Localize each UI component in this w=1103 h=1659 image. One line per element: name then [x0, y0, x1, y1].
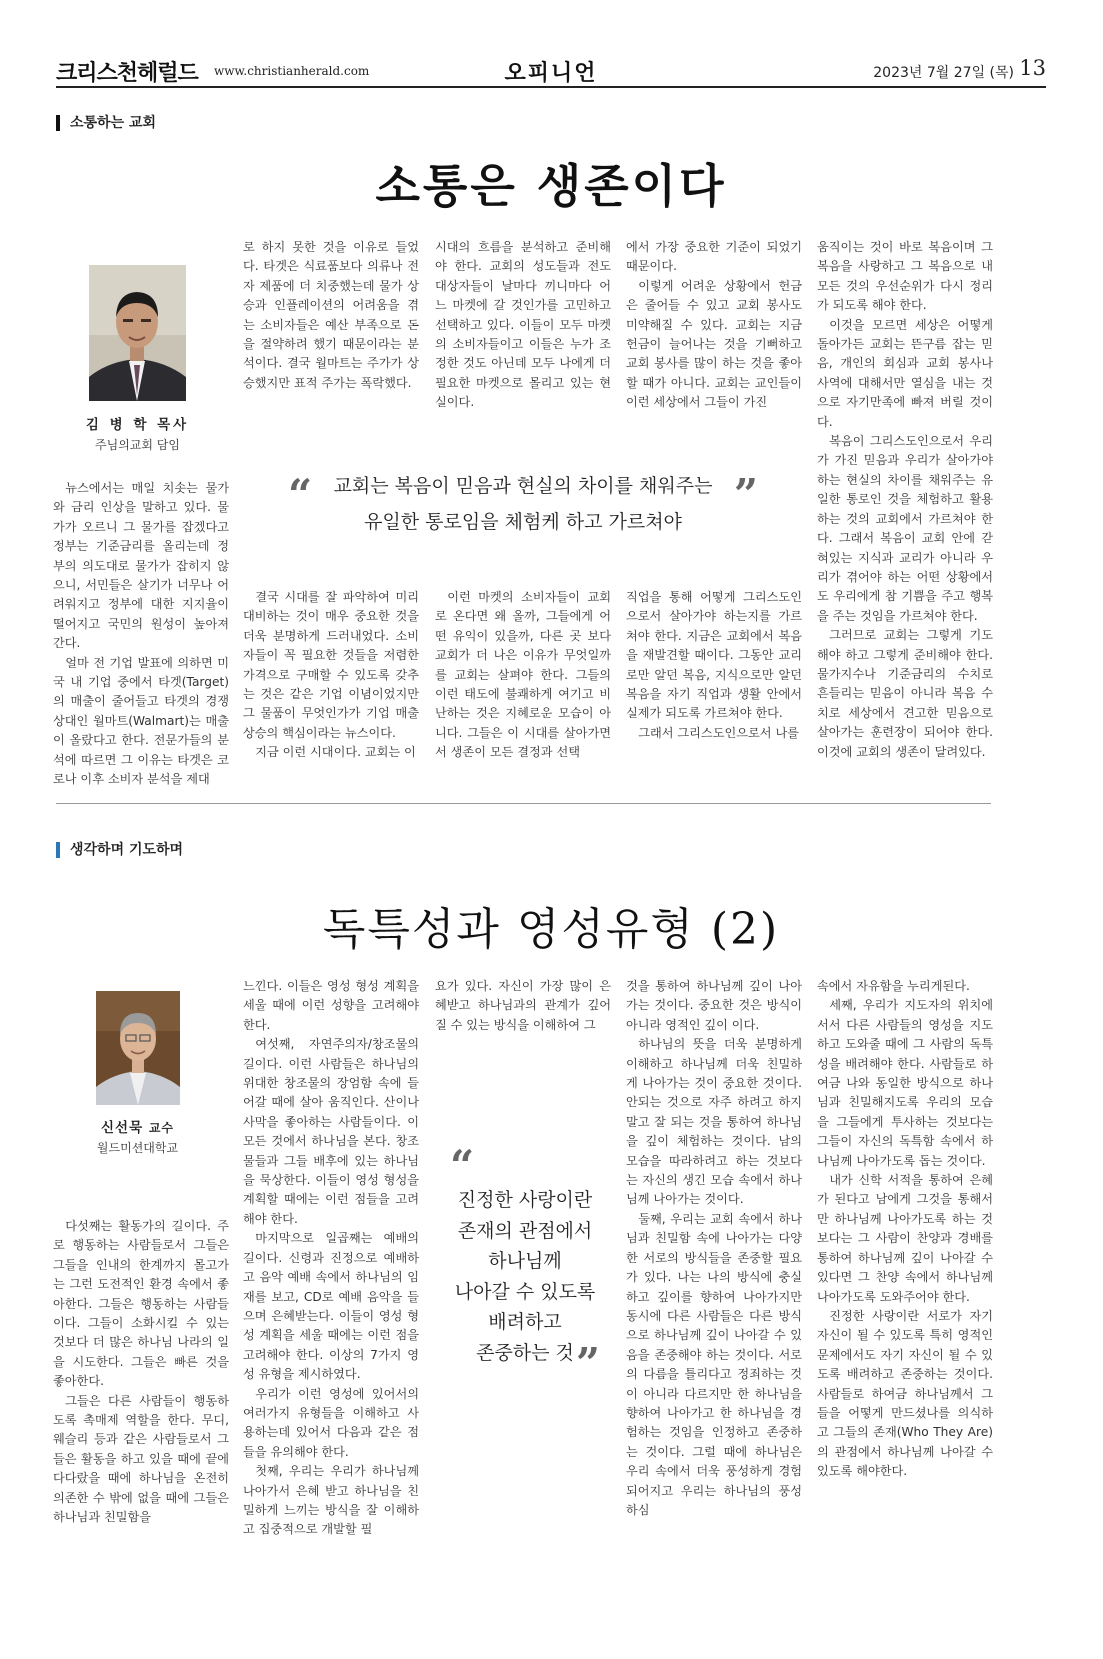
article2-column-5	[817, 977, 993, 1482]
paragraph: 것을 통하여 하나님께 깊이 나아가는 것이다. 중요한 것은 방식이 아니라 영적인 깊이 이다.	[626, 979, 802, 1032]
pullquote-line: 교회는 복음이 믿음과 현실의 차이를 채워주는	[333, 475, 713, 497]
paragraph: 속에서 자유함을 누리게된다.	[817, 979, 970, 993]
open-quote-icon: “	[288, 470, 313, 519]
newspaper-logo[interactable]: 크리스천헤럴드	[56, 61, 198, 86]
paragraph: 이렇게 어려운 상황에서 헌금은 줄어들 수 있고 교회 봉사도 미약해질 수 있다. 교회는 지금 헌금이 늘어나는 것을 기뻐하고 교회 봉사를 많이 하는 것을 좋아할 때가 아니다. 교회는 교인들이 이런 세상에서 그들이 가진	[626, 278, 802, 410]
pullquote-line: 나아갈 수 있도록	[454, 1280, 596, 1303]
article1-column-2-top	[243, 238, 419, 393]
paragraph: 요가 있다. 자신이 가장 많이 은혜받고 하나님과의 관계가 깊어질 수 있는 방식을 이해하여 그	[435, 979, 611, 1032]
article1-column-5	[817, 238, 993, 762]
pullquote-line: 존중하는 것	[476, 1341, 574, 1364]
article1-headline: 소통은 생존이다	[375, 159, 727, 213]
section-divider	[56, 803, 991, 804]
article2-column-3	[435, 977, 611, 1035]
article2-column-1	[53, 1217, 229, 1528]
paragraph: 지금 이런 시대이다. 교회는 이	[255, 745, 416, 760]
author2-photo	[96, 991, 180, 1105]
article1-column-1	[53, 479, 229, 790]
author2-name	[60, 1116, 215, 1136]
article1-column-3-bottom	[435, 588, 611, 763]
close-quote-icon: ”	[733, 470, 758, 519]
article1-column-3-top	[435, 238, 611, 413]
paragraph: 첫째, 우리는 우리가 하나님께 나아가서 은혜 받고 하나님을 친밀하게 느끼는 방식을 잘 이해하고 집중적으로 개발할 필	[243, 1464, 419, 1537]
author2-name-text: 신선묵	[100, 1120, 144, 1136]
pullquote-line: 진정한 사랑이란	[457, 1189, 593, 1211]
close-quote-icon: ”	[575, 1339, 600, 1388]
paragraph: 시대의 흐름을 분석하고 준비해야 한다. 교회의 성도들과 전도 대상자들이 날마다 끼니마다 어느 마켓에 갈 것인가를 고민하고 선택하고 있다. 이들이 모두 마켓의 소비자들이고 이들은 누가 조정한 것도 아닌데 모두 나에게 더 필요한 마켓으로 몰리고 있는 현실이다.	[435, 240, 611, 410]
paragraph: 이것을 모르면 세상은 어떻게 돌아가든 교회는 뜬구름 잡는 믿음, 개인의 회심과 교회 봉사나 사역에 대해서만 열심을 내는 것으로 자기만족에 빠져 버릴 것이다.	[817, 317, 993, 429]
author2-role: 월드미션대학교	[96, 1141, 179, 1155]
paragraph: 뉴스에서는 매일 치솟는 물가와 금리 인상을 말하고 있다. 물가가 오르니 그 물가를 잡겠다고 정부는 기준금리를 올리는데 정부의 의도대로 물가가 잡히지 않으니, 서민들은 살기가 너무나 어려워지고 정부에 대한 지지율이 떨어지고 국민의 원성이 높아져 간다.	[53, 481, 229, 651]
article2-column-4	[626, 977, 802, 1520]
paragraph: 둘째, 우리는 교회 속에서 하나님과 친밀함 속에 나아가는 다양한 서로의 방식들을 존중할 필요가 있다. 나는 나의 방식에 충실하고 깊이를 향하여 나아가지만 동시에 다른 사람들은 다른 방식으로 하나님께 깊이 나아갈 수 있음을 존중해야 하는 것이다. 서로의 다름을 틀리다고 정죄하는 것이 아니라 다르지만 한 하나님을 향하여 나아가고 한 하나님을 경험하는 것임을 인정하고 존중하는 것이다. 그럴 때에 하나님은 우리 속에서 더욱 풍성하게 경험 되어지고 우리는 하나님의 풍성하심	[626, 1211, 802, 1517]
page-number: 13	[1019, 56, 1046, 80]
article1-column-4-bottom	[626, 588, 802, 743]
paragraph: 그들은 다른 사람들이 행동하도록 촉매제 역할을 한다. 무디, 웨슬리 등과 같은 사람들로서 그들은 활동을 하고 있을 때에 끝에 다다랐을 때에 하나님을 온전히 의존한 수 밖에 없을 때에 그들은 하나님과 친밀함을	[53, 1393, 229, 1525]
article2-headline: 독특성과 영성유형 (2)	[322, 904, 780, 955]
paragraph: 세째, 우리가 지도자의 위치에 서서 다른 사람들의 영성을 지도하고 도와줄 때에 그 사람의 독특성을 배려해야 한다. 사람들로 하여금 나와 동일한 방식으로 하나님과 친밀해지도록 우리의 모습을 그들에게 투사하는 것보다는 그들이 자신의 독특함 속에서 하나님께 나아가도록 돕는 것이다.	[817, 998, 993, 1168]
author1-name: 김 병 학 목사	[85, 417, 190, 433]
author1-photo	[89, 265, 186, 401]
pullquote-line: 존재의 관점에서	[457, 1219, 593, 1242]
paragraph: 이런 마켓의 소비자들이 교회로 온다면 왜 올까, 그들에게 어떤 유익이 있을까, 다른 곳 보다 교회가 더 나은 이유가 무엇일까를 교회는 살펴야 한다. 그들의 이런 태도에 불쾌하게 여기고 비난하는 것은 지혜로운 모습이 아니다. 그들은 이 시대를 살아가면서 생존이 모든 결정과 선택	[435, 590, 611, 760]
masthead	[56, 52, 1046, 88]
article1-pullquote	[288, 468, 758, 540]
paragraph: 느낀다. 이들은 영성 형성 계획을 세울 때에 이런 성향을 고려해야한다.	[243, 979, 419, 1032]
pullquote-line: 유일한 통로임을 체험케 하고 가르쳐야	[364, 511, 682, 533]
paragraph: 직업을 통해 어떻게 그리스도인으로서 살아가야 하는지를 가르쳐야 한다. 지금은 교회에서 복음을 재발견할 때이다. 그동안 교리로만 알던 복음, 지식으로만 알던 복음을 자기 직업과 생활 안에서 실제가 되도록 가르쳐야 한다.	[626, 590, 802, 721]
paragraph: 얼마 전 기업 발표에 의하면 미국 내 기업 중에서 타겟(Target)의 매출이 줄어들고 타겟의 경쟁상대인 월마트(Walmart)는 매출이 올랐다고 한다. 전문가들의 분석에 따르면 그 이유는 타겟은 코로나 이후 소비자 분석을 제대	[53, 655, 229, 787]
open-quote-icon: “	[450, 1141, 475, 1190]
paragraph: 로 하지 못한 것을 이유로 들었다. 타겟은 식료품보다 의류나 전자 제품에 더 치중했는데 물가 상승과 인플레이션의 어려움을 겪는 소비자들은 예산 부족으로 돈을 절약하려 했기 때문이라는 분석이다. 결국 월마트는 주가가 상승했지만 표적 주가는 폭락했다.	[243, 240, 419, 390]
paragraph: 여섯째, 자연주의자/창조물의 길이다. 이런 사람들은 하나님의 위대한 창조물의 장엄함 속에 들어갈 때에 살아 움직인다. 산이나 사막을 좋아하는 사람들이다. 이 모든 것에서 하나님을 본다. 창조물들과 그들 배후에 있는 하나님을 묵상한다. 이들이 영성 형성을 계획할 때에는 이런 점들을 고려해야 한다.	[243, 1037, 419, 1226]
author2-title: 교수	[148, 1121, 174, 1135]
article1-kicker: 소통하는 교회	[56, 115, 156, 131]
paragraph: 에서 가장 중요한 기준이 되었기 때문이다.	[626, 240, 802, 274]
paragraph: 마지막으로 일곱째는 예배의 길이다. 신령과 진정으로 예배하고 음악 예배 속에서 하나님의 임재를 보고, CD로 예배 음악을 들으며 은혜받는다. 이들이 영성 형성 계획을 세울 때에는 이런 점을 고려해야 한다. 이상의 7가지 영성 유형을 제시하였다.	[243, 1231, 419, 1382]
paragraph: 내가 신학 서적을 통하여 은혜가 된다고 남에게 그것을 통해서만 하나님께 나아가도록 하는 것보다는 그 사람이 찬양과 경배를 통하여 하나님께 깊이 나아갈 수 있다면 그 찬양 속에서 하나님께 나아가도록 도와주어야 한다.	[817, 1173, 993, 1304]
section-title: 오피니언	[504, 61, 598, 86]
author1-role: 주님의교회 담임	[95, 438, 180, 452]
website-url[interactable]: www.christianherald.com	[214, 64, 370, 78]
article2-pullquote	[444, 1141, 606, 1388]
paragraph: 그래서 그리스도인으로서 나를	[638, 725, 799, 740]
article2-kicker: 생각하며 기도하며	[56, 842, 183, 858]
issue-date: 2023년 7월 27일 (목)	[873, 65, 1014, 81]
paragraph: 진정한 사랑이란 서로가 자기 자신이 될 수 있도록 특히 영적인 문제에서도 자기 자신이 될 수 있도록 배려하고 존중하는 것이다. 사람들로 하여금 하나님께서 그들을 어떻게 만드셨나를 의식하고 그들의 존재(Who They Are)의 관점에서 하나님께 나아갈 수 있도록 해야한다.	[817, 1308, 993, 1479]
paragraph: 결국 시대를 잘 파악하여 미리 대비하는 것이 매우 중요한 것을 더욱 분명하게 드러내었다. 소비자들이 꼭 필요한 것들을 저렴한 가격으로 구매할 수 있도록 갖추는 것은 같은 기업 이념이었지만 그 물품이 무엇인가가 기업 매출 상승의 핵심이라는 뉴스이다.	[243, 590, 419, 740]
article2-column-2	[243, 977, 419, 1540]
paragraph: 그러므로 교회는 그렇게 기도해야 하고 그렇게 준비해야 한다. 물가지수나 기준금리의 수치로 흔들리는 믿음이 아니라 복음 수치로 세상에서 견고한 믿음으로 살아가는 훈련장이 되어야 한다. 이것에 교회의 생존이 달려있다.	[817, 628, 993, 759]
paragraph: 복음이 그리스도인으로서 우리가 가진 믿음과 우리가 살아가야 하는 현실의 차이를 채워주는 유일한 통로인 것을 체험하고 활용하는 것의 교회에서 가르쳐야 한다. 그래서 복음이 교회 안에 갇혀있는 지식과 교리가 아니라 우리가 겪어야 하는 어떤 상황에서도 우리에게 참 기쁨을 주고 행복을 주는 것임을 가르쳐야 한다.	[817, 434, 993, 623]
paragraph: 우리가 이런 영성에 있어서의 여러가지 유형들을 이해하고 사용하는데 있어서 다음과 같은 점들을 유의해야 한다.	[243, 1386, 419, 1459]
paragraph: 하나님의 뜻을 더욱 분명하게 이해하고 하나님께 더욱 친밀하게 나아가는 것이 중요한 것이다. 안되는 것으로 자주 하려고 하지말고 잘 되는 것을 통하여 하나님을 깊이 체험하는 것이다. 남의 모습을 따라하려고 하는 것보다는 자신의 생긴 모습 속에서 하나님께 나아가는 것이다.	[626, 1037, 802, 1207]
article1-column-2-bottom	[243, 588, 419, 763]
pullquote-line: 배려하고	[488, 1311, 562, 1333]
paragraph: 움직이는 것이 바로 복음이며 그 복음을 사랑하고 그 복음으로 내 모든 것의 우선순위가 다시 정리가 되도록 해야 한다.	[817, 240, 993, 313]
pullquote-line: 하나님께	[488, 1250, 562, 1272]
paragraph: 다섯째는 활동가의 길이다. 주로 행동하는 사람들로서 그들은 그들을 인내의 한계까지 몰고가는 그런 도전적인 환경 속에서 좋아한다. 그들은 행동하는 사람들이다. 그들이 소화시킬 수 있는 것보다 더 많은 하나님 나라의 일을 시도한다. 그들은 빠른 것을 좋아한다.	[53, 1219, 229, 1389]
article1-column-4-top	[626, 238, 802, 413]
